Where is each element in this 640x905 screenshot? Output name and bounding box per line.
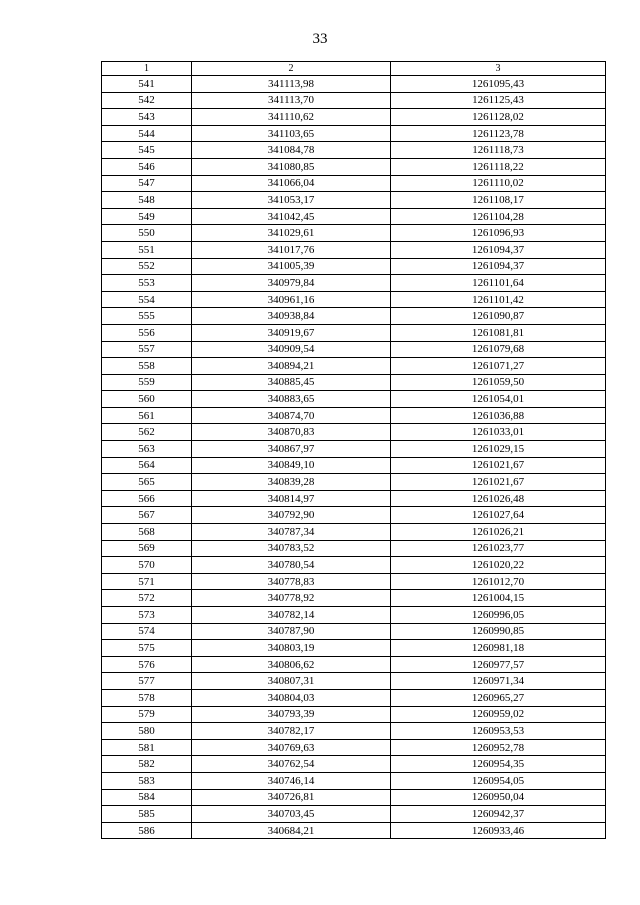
table-row xyxy=(102,142,606,159)
table-row xyxy=(102,208,606,225)
table-row xyxy=(102,358,606,375)
table-row xyxy=(102,524,606,541)
cell-x-coordinate: 341113,70 xyxy=(192,92,391,109)
cell-point-number: 544 xyxy=(102,125,192,142)
table-row xyxy=(102,507,606,524)
table-row xyxy=(102,341,606,358)
cell-y-coordinate: 1260971,34 xyxy=(391,673,606,690)
cell-point-number: 547 xyxy=(102,175,192,192)
cell-y-coordinate: 1261023,77 xyxy=(391,540,606,557)
table-row xyxy=(102,441,606,458)
cell-y-coordinate: 1260981,18 xyxy=(391,640,606,657)
cell-point-number: 586 xyxy=(102,822,192,839)
cell-x-coordinate: 340778,83 xyxy=(192,573,391,590)
cell-y-coordinate: 1261026,48 xyxy=(391,490,606,507)
table-row xyxy=(102,76,606,93)
cell-point-number: 548 xyxy=(102,192,192,209)
cell-y-coordinate: 1260977,57 xyxy=(391,656,606,673)
table-row xyxy=(102,590,606,607)
table-row xyxy=(102,241,606,258)
table-row xyxy=(102,109,606,126)
cell-x-coordinate: 340874,70 xyxy=(192,407,391,424)
cell-y-coordinate: 1261054,01 xyxy=(391,391,606,408)
cell-y-coordinate: 1260954,35 xyxy=(391,756,606,773)
table-row xyxy=(102,125,606,142)
table-row xyxy=(102,308,606,325)
cell-x-coordinate: 341053,17 xyxy=(192,192,391,209)
table-body xyxy=(102,76,606,839)
cell-y-coordinate: 1260959,02 xyxy=(391,706,606,723)
cell-x-coordinate: 340909,54 xyxy=(192,341,391,358)
cell-x-coordinate: 340885,45 xyxy=(192,374,391,391)
cell-y-coordinate: 1260990,85 xyxy=(391,623,606,640)
table-row xyxy=(102,772,606,789)
cell-y-coordinate: 1261094,37 xyxy=(391,241,606,258)
cell-y-coordinate: 1261118,73 xyxy=(391,142,606,159)
cell-y-coordinate: 1260996,05 xyxy=(391,607,606,624)
cell-y-coordinate: 1260952,78 xyxy=(391,739,606,756)
cell-y-coordinate: 1261020,22 xyxy=(391,557,606,574)
table-row xyxy=(102,557,606,574)
cell-x-coordinate: 341066,04 xyxy=(192,175,391,192)
cell-y-coordinate: 1261123,78 xyxy=(391,125,606,142)
cell-point-number: 545 xyxy=(102,142,192,159)
cell-point-number: 554 xyxy=(102,291,192,308)
cell-x-coordinate: 340703,45 xyxy=(192,806,391,823)
cell-point-number: 553 xyxy=(102,275,192,292)
header-row xyxy=(102,62,606,76)
page-number: 33 xyxy=(312,31,328,47)
table-row xyxy=(102,789,606,806)
cell-x-coordinate: 341084,78 xyxy=(192,142,391,159)
cell-y-coordinate: 1261081,81 xyxy=(391,324,606,341)
cell-point-number: 543 xyxy=(102,109,192,126)
cell-point-number: 579 xyxy=(102,706,192,723)
cell-x-coordinate: 341005,39 xyxy=(192,258,391,275)
cell-point-number: 560 xyxy=(102,391,192,408)
cell-y-coordinate: 1261036,88 xyxy=(391,407,606,424)
table-row xyxy=(102,490,606,507)
cell-x-coordinate: 340762,54 xyxy=(192,756,391,773)
cell-x-coordinate: 340787,90 xyxy=(192,623,391,640)
table-row xyxy=(102,225,606,242)
cell-point-number: 563 xyxy=(102,441,192,458)
cell-x-coordinate: 340769,63 xyxy=(192,739,391,756)
cell-y-coordinate: 1261090,87 xyxy=(391,308,606,325)
cell-point-number: 566 xyxy=(102,490,192,507)
cell-y-coordinate: 1260933,46 xyxy=(391,822,606,839)
table-row xyxy=(102,391,606,408)
cell-point-number: 570 xyxy=(102,557,192,574)
table-row xyxy=(102,673,606,690)
cell-x-coordinate: 340807,31 xyxy=(192,673,391,690)
cell-x-coordinate: 341017,76 xyxy=(192,241,391,258)
table-row xyxy=(102,656,606,673)
cell-point-number: 565 xyxy=(102,474,192,491)
cell-x-coordinate: 340803,19 xyxy=(192,640,391,657)
cell-y-coordinate: 1261101,64 xyxy=(391,275,606,292)
table-row xyxy=(102,739,606,756)
cell-y-coordinate: 1261071,27 xyxy=(391,358,606,375)
cell-y-coordinate: 1260942,37 xyxy=(391,806,606,823)
column-header-x: 2 xyxy=(192,62,391,76)
table-row xyxy=(102,158,606,175)
cell-x-coordinate: 341103,65 xyxy=(192,125,391,142)
cell-y-coordinate: 1261101,42 xyxy=(391,291,606,308)
cell-x-coordinate: 340782,14 xyxy=(192,607,391,624)
cell-y-coordinate: 1261027,64 xyxy=(391,507,606,524)
table-row xyxy=(102,175,606,192)
cell-point-number: 558 xyxy=(102,358,192,375)
table-row xyxy=(102,291,606,308)
cell-point-number: 583 xyxy=(102,772,192,789)
cell-point-number: 572 xyxy=(102,590,192,607)
cell-y-coordinate: 1260965,27 xyxy=(391,689,606,706)
table-row xyxy=(102,474,606,491)
cell-y-coordinate: 1261128,02 xyxy=(391,109,606,126)
cell-x-coordinate: 340778,92 xyxy=(192,590,391,607)
cell-y-coordinate: 1261125,43 xyxy=(391,92,606,109)
table-row xyxy=(102,723,606,740)
table-row xyxy=(102,457,606,474)
cell-point-number: 555 xyxy=(102,308,192,325)
cell-point-number: 577 xyxy=(102,673,192,690)
cell-point-number: 580 xyxy=(102,723,192,740)
cell-y-coordinate: 1261095,43 xyxy=(391,76,606,93)
cell-x-coordinate: 340814,97 xyxy=(192,490,391,507)
cell-x-coordinate: 341113,98 xyxy=(192,76,391,93)
cell-point-number: 542 xyxy=(102,92,192,109)
cell-y-coordinate: 1261118,22 xyxy=(391,158,606,175)
cell-point-number: 582 xyxy=(102,756,192,773)
table-row xyxy=(102,540,606,557)
table-row xyxy=(102,822,606,839)
cell-point-number: 574 xyxy=(102,623,192,640)
table-row xyxy=(102,706,606,723)
cell-y-coordinate: 1261108,17 xyxy=(391,192,606,209)
cell-point-number: 559 xyxy=(102,374,192,391)
cell-x-coordinate: 340804,03 xyxy=(192,689,391,706)
cell-y-coordinate: 1261026,21 xyxy=(391,524,606,541)
cell-x-coordinate: 340839,28 xyxy=(192,474,391,491)
cell-point-number: 557 xyxy=(102,341,192,358)
cell-y-coordinate: 1261079,68 xyxy=(391,341,606,358)
cell-x-coordinate: 340780,54 xyxy=(192,557,391,574)
cell-y-coordinate: 1261110,02 xyxy=(391,175,606,192)
cell-point-number: 576 xyxy=(102,656,192,673)
table-row xyxy=(102,275,606,292)
cell-x-coordinate: 340793,39 xyxy=(192,706,391,723)
cell-point-number: 556 xyxy=(102,324,192,341)
table-row xyxy=(102,806,606,823)
cell-x-coordinate: 340849,10 xyxy=(192,457,391,474)
cell-x-coordinate: 340894,21 xyxy=(192,358,391,375)
cell-y-coordinate: 1261104,28 xyxy=(391,208,606,225)
cell-x-coordinate: 340938,84 xyxy=(192,308,391,325)
cell-x-coordinate: 340867,97 xyxy=(192,441,391,458)
cell-y-coordinate: 1261012,70 xyxy=(391,573,606,590)
cell-point-number: 564 xyxy=(102,457,192,474)
column-header-point: 1 xyxy=(102,62,192,76)
cell-point-number: 569 xyxy=(102,540,192,557)
cell-x-coordinate: 340746,14 xyxy=(192,772,391,789)
cell-point-number: 575 xyxy=(102,640,192,657)
cell-x-coordinate: 340783,52 xyxy=(192,540,391,557)
cell-x-coordinate: 340883,65 xyxy=(192,391,391,408)
cell-y-coordinate: 1261021,67 xyxy=(391,457,606,474)
cell-x-coordinate: 340979,84 xyxy=(192,275,391,292)
cell-x-coordinate: 341080,85 xyxy=(192,158,391,175)
cell-point-number: 550 xyxy=(102,225,192,242)
cell-point-number: 571 xyxy=(102,573,192,590)
table-row xyxy=(102,258,606,275)
cell-x-coordinate: 340726,81 xyxy=(192,789,391,806)
cell-y-coordinate: 1260953,53 xyxy=(391,723,606,740)
cell-point-number: 584 xyxy=(102,789,192,806)
cell-point-number: 546 xyxy=(102,158,192,175)
cell-point-number: 551 xyxy=(102,241,192,258)
cell-x-coordinate: 340806,62 xyxy=(192,656,391,673)
cell-point-number: 578 xyxy=(102,689,192,706)
table-row xyxy=(102,374,606,391)
cell-point-number: 585 xyxy=(102,806,192,823)
cell-x-coordinate: 340684,21 xyxy=(192,822,391,839)
cell-point-number: 541 xyxy=(102,76,192,93)
cell-y-coordinate: 1260950,04 xyxy=(391,789,606,806)
cell-x-coordinate: 340787,34 xyxy=(192,524,391,541)
cell-x-coordinate: 340961,16 xyxy=(192,291,391,308)
column-header-y: 3 xyxy=(391,62,606,76)
cell-point-number: 552 xyxy=(102,258,192,275)
cell-x-coordinate: 341110,62 xyxy=(192,109,391,126)
cell-point-number: 561 xyxy=(102,407,192,424)
table-row xyxy=(102,424,606,441)
table-row xyxy=(102,92,606,109)
cell-y-coordinate: 1260954,05 xyxy=(391,772,606,789)
table-row xyxy=(102,607,606,624)
cell-point-number: 549 xyxy=(102,208,192,225)
cell-y-coordinate: 1261004,15 xyxy=(391,590,606,607)
cell-point-number: 568 xyxy=(102,524,192,541)
cell-point-number: 567 xyxy=(102,507,192,524)
cell-x-coordinate: 341029,61 xyxy=(192,225,391,242)
cell-y-coordinate: 1261096,93 xyxy=(391,225,606,242)
cell-point-number: 581 xyxy=(102,739,192,756)
table-row xyxy=(102,756,606,773)
cell-point-number: 573 xyxy=(102,607,192,624)
cell-y-coordinate: 1261033,01 xyxy=(391,424,606,441)
cell-y-coordinate: 1261059,50 xyxy=(391,374,606,391)
cell-point-number: 562 xyxy=(102,424,192,441)
table-row xyxy=(102,192,606,209)
cell-x-coordinate: 340919,67 xyxy=(192,324,391,341)
cell-x-coordinate: 340792,90 xyxy=(192,507,391,524)
cell-x-coordinate: 341042,45 xyxy=(192,208,391,225)
table-row xyxy=(102,623,606,640)
table-row xyxy=(102,407,606,424)
cell-x-coordinate: 340782,17 xyxy=(192,723,391,740)
cell-y-coordinate: 1261094,37 xyxy=(391,258,606,275)
coordinates-table xyxy=(101,61,606,839)
cell-x-coordinate: 340870,83 xyxy=(192,424,391,441)
table-row xyxy=(102,324,606,341)
table-header xyxy=(102,62,606,76)
cell-y-coordinate: 1261021,67 xyxy=(391,474,606,491)
table-row xyxy=(102,573,606,590)
table-row xyxy=(102,640,606,657)
cell-y-coordinate: 1261029,15 xyxy=(391,441,606,458)
table-row xyxy=(102,689,606,706)
